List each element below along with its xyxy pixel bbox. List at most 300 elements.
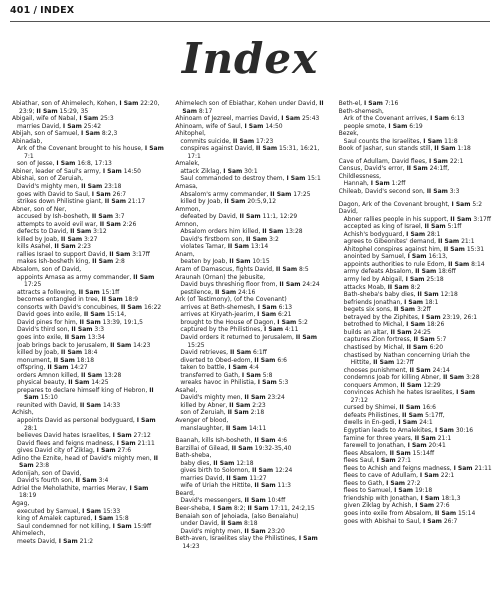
entry-text: gives David city of Ziklag, [17, 447, 97, 455]
book-ref: I Sam [257, 303, 277, 311]
index-subentry [175, 243, 328, 251]
entry-text: Abigail, wife of Nabal, [12, 115, 80, 123]
entry-text: flees to cave of Adullam, [343, 472, 420, 480]
book-ref: II Sam [450, 215, 472, 223]
verse-ref: 23:18 [102, 183, 122, 191]
index-subentry [175, 311, 328, 319]
entry-text: Chileab, David's second son, [338, 188, 427, 196]
entry-text: Amnon, [175, 220, 199, 228]
index-entry [175, 274, 328, 282]
verse-ref: 3:3 [447, 188, 460, 196]
book-ref: II Sam [279, 281, 301, 289]
verse-ref: 18:6ff [436, 268, 456, 276]
index-subentry [175, 326, 328, 334]
index-entry [175, 100, 328, 115]
index-subentry [339, 382, 492, 390]
book-ref: II Sam [232, 137, 255, 145]
entry-text: defeats Philistines, [343, 411, 403, 419]
verse-ref: 14:23 [131, 341, 151, 349]
entry-text: Barzillai of Gilead, [175, 444, 232, 452]
index-subentry [175, 528, 328, 536]
verse-ref: 26:7 [110, 190, 127, 198]
index-subentry [339, 261, 492, 269]
book-ref: II Sam [213, 459, 235, 467]
book-ref: I Sam [434, 426, 454, 434]
book-ref: II Sam [104, 198, 126, 206]
index-entry [175, 251, 328, 259]
index-subentry [339, 502, 492, 510]
index-entry [175, 445, 328, 453]
index-entry [175, 221, 328, 229]
entry-text: army defeats Absalom, [343, 268, 416, 276]
index-entry [175, 130, 328, 138]
book-ref: I Sam [407, 253, 427, 261]
verse-ref: 28:1 [425, 230, 441, 238]
index-subentry [175, 258, 328, 266]
book-ref: II Sam [373, 359, 395, 367]
verse-ref: 26:7 [441, 517, 458, 525]
book-ref: I Sam [257, 379, 277, 387]
book-ref: II Sam [400, 381, 422, 389]
entry-text: befriends Jonathan, [343, 298, 405, 306]
index-entry [339, 158, 492, 166]
index-subentry [175, 357, 328, 365]
entry-text: Ahinoam of Jezreel, marries David, [175, 115, 282, 123]
index-subentry [175, 191, 328, 199]
entry-text: David's third son, [17, 326, 72, 334]
verse-ref: 11:3 [275, 482, 291, 490]
index-subentry [175, 138, 328, 146]
book-ref: II Sam [53, 356, 75, 364]
entry-text: violates Tamar, [180, 243, 228, 251]
entry-text: conspires against David, [180, 145, 256, 153]
entry-text: wife of Uriah the Hittite, [180, 482, 255, 490]
entry-text: attacks Moab, [343, 283, 388, 291]
verse-ref: 6:20 [427, 343, 444, 351]
entry-text: David's mighty men, [17, 183, 82, 191]
verse-ref: 6:13 [449, 115, 465, 123]
book-ref: I Sam [96, 447, 116, 455]
entry-text: conquers Ammon, [343, 381, 401, 389]
verse-ref: 2:18 [248, 409, 265, 417]
index-subentry [12, 304, 165, 312]
entry-text: Achish's bodyguard, [343, 230, 407, 238]
verse-ref: 21:1 [435, 434, 452, 442]
index-subentry [12, 508, 165, 516]
index-subentry [12, 342, 165, 350]
verse-ref: 3:17ff [471, 215, 491, 223]
book-ref: I Sam [119, 100, 139, 107]
entry-text: Benaiah son of Jehoiada, (also Benaiahu) [175, 512, 299, 520]
verse-ref: 15:1ff [99, 288, 120, 296]
entry-text: Ark of the Covenant brought to his house, [17, 145, 145, 153]
book-ref: II Sam [244, 527, 266, 535]
verse-ref: 30:1 [242, 167, 258, 175]
entry-text: Ark (of Testimony), (of the Covenant) [175, 296, 287, 304]
book-ref: I Sam [386, 479, 406, 487]
book-ref: II Sam [247, 504, 269, 512]
index-subentry [12, 515, 165, 523]
entry-text: accepted as king of Israel, [343, 223, 425, 231]
book-ref: I Sam [264, 326, 283, 334]
index-subentry [175, 520, 328, 528]
verse-ref: 18:26 [425, 321, 445, 329]
verse-ref: 17:23 [254, 137, 274, 145]
entry-text: believes David hates Israelites, [17, 432, 113, 440]
index-subentry [12, 379, 165, 387]
entry-text: brought to the House of Dagon, [180, 318, 278, 326]
index-subentry [12, 477, 165, 485]
verse-ref: 4:4 [247, 364, 259, 372]
entry-text: Adriel the Meholathite, marries Merav, [12, 484, 130, 492]
book-ref: II Sam [389, 449, 411, 457]
book-ref: II Sam [226, 474, 248, 482]
index-subentry [339, 389, 492, 404]
verse-ref: 15:10 [38, 394, 58, 402]
index-subentry [12, 145, 165, 160]
index-subentry [175, 425, 328, 433]
book-ref: II Sam [99, 220, 121, 228]
index-subentry [12, 447, 165, 455]
book-ref: I Sam [398, 419, 418, 427]
index-subentry [339, 314, 492, 322]
verse-ref: 3:4 [96, 477, 109, 485]
book-ref: II Sam [229, 258, 251, 266]
book-ref: II Sam [390, 328, 412, 336]
verse-ref: 24:25 [411, 328, 431, 336]
verse-ref: 18:18 [74, 356, 95, 364]
verse-ref: 5:8 [260, 371, 273, 379]
verse-ref: 3:27 [82, 235, 98, 243]
entry-text: flees to Gath, [343, 479, 387, 487]
entry-text: Abishai, son of Zeruiah, [12, 175, 83, 183]
index-subentry [339, 306, 492, 314]
verse-ref: 15:14 [456, 509, 476, 517]
entry-text: accused by Ish-bosheth, [17, 213, 92, 221]
entry-text: agrees to Gibeonites' demand, [343, 238, 438, 246]
verse-ref: 3:7 [113, 213, 125, 221]
index-subentry [12, 432, 165, 440]
index-subentry [12, 296, 165, 304]
book-ref: I Sam [376, 457, 396, 465]
entry-text: Abner rallies people in his support, [343, 215, 451, 223]
entry-text: dwells in En-gedi, [343, 419, 399, 427]
book-ref: I Sam [420, 494, 440, 502]
index-entry [12, 168, 165, 176]
index-subentry [339, 419, 492, 427]
verse-ref: 24:14 [430, 366, 450, 374]
index-subentry [339, 253, 492, 261]
entry-text: Adonijah, son of David, [12, 469, 82, 477]
entry-text: Ammon, [175, 205, 201, 213]
verse-ref: 20:41 [426, 442, 446, 450]
entry-text: cursed by Shimei, [343, 404, 400, 412]
index-subentry [12, 349, 165, 357]
entry-text: famine for three years, [343, 434, 415, 442]
index-entry [175, 513, 328, 521]
index-entry [12, 175, 165, 183]
verse-ref: 3:2 [267, 235, 279, 243]
verse-ref: 27:1 [395, 457, 411, 465]
index-subentry [339, 495, 492, 503]
verse-ref: 24:16 [236, 288, 256, 296]
index-subentry [12, 160, 165, 168]
index-entry [339, 201, 492, 209]
index-subentry [339, 518, 492, 526]
index-entry [12, 130, 165, 138]
entry-text: attracts a following, [17, 288, 79, 296]
entry-text: convinces Achish he hates Israelites, [343, 389, 457, 397]
entry-text: Ahinoam, wife of Saul, [175, 122, 245, 130]
page-number: 401 [10, 5, 31, 16]
verse-ref: 12:18 [438, 291, 458, 299]
book-ref: I Sam [423, 137, 443, 145]
book-ref: I Sam [277, 318, 297, 326]
verse-ref: 6:21 [276, 311, 292, 319]
index-columns [12, 100, 492, 586]
index-subentry [12, 402, 165, 410]
verse-ref: 23:20 [265, 527, 285, 535]
index-column-3 [339, 100, 492, 586]
verse-ref: 4:11 [283, 326, 299, 334]
verse-ref: 27:12 [350, 396, 368, 404]
entry-text: Dagon, Ark of the Covenant brought, [338, 200, 452, 208]
index-column-1 [12, 100, 165, 586]
index-subentry [12, 289, 165, 297]
entry-text: marries David, [17, 122, 63, 130]
entry-text: Childlessness, [338, 172, 382, 180]
entry-text: farewell to Jonathan, [343, 442, 408, 450]
book-ref: II Sam [79, 401, 102, 409]
entry-text: becomes entangled in tree, [17, 296, 102, 304]
entry-text: transferred to Gath, [180, 371, 242, 379]
verse-ref: 12:7ff [394, 359, 414, 367]
entry-text: taken to battle, [180, 364, 229, 372]
index-entry [175, 437, 328, 445]
verse-ref: 15:14, [105, 311, 127, 319]
verse-ref: 3:12 [91, 228, 107, 236]
verse-ref: 5:1ff [445, 223, 462, 231]
book-ref: II Sam [79, 318, 101, 326]
verse-ref: 18:9 [122, 296, 139, 304]
verse-ref: 14:50 [121, 167, 141, 175]
entry-text: Beth-aven, Israelites slay the Philistines, [175, 535, 299, 543]
book-ref: II Sam [214, 288, 237, 296]
entry-text: Cave of Adullam, David flees, [338, 157, 429, 165]
entry-text: appoints authorities to rule Edom, [343, 260, 449, 268]
book-ref: I Sam [82, 507, 102, 515]
entry-text: reunited with David, [17, 401, 80, 409]
book-ref: II Sam [229, 401, 251, 409]
index-entry [339, 108, 492, 116]
entry-text: executed by Samuel, [17, 507, 83, 515]
entry-text: David's fourth son, [17, 477, 76, 485]
index-entry [339, 208, 492, 216]
book-ref: I Sam [58, 537, 78, 545]
entry-text: Saul commanded to destroy them, [180, 175, 287, 183]
index-subentry [175, 349, 328, 357]
book-ref: II Sam [225, 424, 248, 432]
entry-text: Abinadab, [12, 137, 43, 145]
index-subentry [339, 427, 492, 435]
book-ref: I Sam [144, 145, 164, 153]
book-ref: II Sam [244, 394, 266, 402]
book-ref: I Sam [244, 122, 264, 130]
book-ref: II Sam [270, 190, 292, 198]
entry-text: appoints David as personal bodyguard, [17, 416, 137, 424]
book-ref: I Sam [405, 276, 425, 284]
index-subentry [12, 251, 165, 259]
entry-text: David pines for him, [17, 318, 80, 326]
book-ref: II Sam [415, 268, 437, 276]
index-subentry [175, 198, 328, 206]
entry-text: Anam, [175, 250, 195, 258]
index-entry [175, 183, 328, 191]
entry-text: commits suicide, [180, 137, 233, 145]
book-ref: I Sam [363, 100, 383, 107]
entry-text: betrothed to Michal, [343, 321, 407, 329]
entry-text: flees to Samuel, [343, 487, 395, 495]
index-subentry [12, 372, 165, 380]
verse-ref: 5:17ff, [423, 411, 445, 419]
verse-ref: 12:29 [421, 381, 441, 389]
index-subentry [175, 168, 328, 176]
entry-text: Abiner, leader of Saul's army, [12, 167, 103, 175]
entry-text: makes Ish-bosheth king, [17, 258, 93, 266]
book-ref: I Sam [430, 115, 450, 123]
entry-text: diverted to Obed-edom, [180, 356, 255, 364]
book-ref: I Sam [394, 487, 414, 495]
index-entry [12, 485, 165, 500]
entry-text: captured by the Philistines, [180, 326, 265, 334]
verse-ref: 15:14ff [410, 449, 435, 457]
entry-text: Amasa, [175, 183, 198, 191]
entry-text: flees Absalom, [343, 449, 390, 457]
book-ref: I Sam [453, 464, 473, 472]
index-subentry [339, 115, 492, 123]
book-ref: I Sam [298, 535, 318, 543]
verse-ref: 21:17 [125, 198, 146, 206]
verse-ref: 24:24 [300, 281, 320, 289]
index-entry [12, 500, 165, 508]
book-ref: I Sam [407, 442, 427, 450]
book-ref: I Sam [136, 416, 156, 424]
entry-text: David flees and feigns madness, [17, 439, 117, 447]
entry-text: Abiathar, son of Ahimelech, Kohen, [12, 100, 120, 107]
index-subentry [339, 238, 492, 246]
verse-ref: 11:8 [442, 137, 458, 145]
book-ref: I Sam [404, 298, 424, 306]
entry-text: David's firstborn son, [180, 235, 247, 243]
verse-ref: 24:1 [417, 419, 433, 427]
index-entry [339, 188, 492, 196]
index-subentry [339, 268, 492, 276]
entry-text: begets six sons, [343, 306, 394, 314]
index-subentry [175, 402, 328, 410]
book-ref: II Sam [239, 213, 261, 221]
page-title: Index [181, 34, 319, 83]
book-ref: I Sam [213, 504, 232, 512]
index-subentry [175, 497, 328, 505]
verse-ref: 13:34 [85, 333, 105, 341]
index-subentry [175, 372, 328, 380]
book-ref: II Sam [262, 228, 284, 236]
verse-ref: 13:28 [102, 371, 122, 379]
entry-text: killed by Joab, [180, 198, 225, 206]
index-entry [12, 530, 165, 538]
verse-ref: 14:25 [89, 379, 109, 387]
index-entry [12, 206, 165, 214]
entry-text: flees Saul, [343, 457, 377, 465]
book-ref: I Sam [102, 167, 122, 175]
index-entry [175, 296, 328, 304]
verse-ref: 14:33 [101, 401, 121, 409]
verse-ref: 15:25 [187, 341, 205, 349]
verse-ref: 22:20, 23:9; [19, 100, 160, 115]
book-ref: II Sam [80, 371, 103, 379]
index-subentry [339, 472, 492, 480]
verse-ref: 6:1ff [251, 349, 267, 357]
verse-ref: 8:18 [242, 520, 258, 528]
index-subentry [12, 243, 165, 251]
entry-text: Joab brings back to Jerusalem, [17, 341, 111, 349]
index-entry [175, 266, 328, 274]
entry-text: army led by Abigail, [343, 276, 406, 284]
book-ref: I Sam [112, 522, 132, 530]
entry-text: offspring, [17, 364, 48, 372]
entry-text: Absalom, son of David, [12, 266, 82, 274]
index-subentry [175, 281, 328, 289]
verse-ref: 12:24 [273, 467, 293, 475]
index-subentry [175, 409, 328, 417]
index-entry [12, 470, 165, 478]
index-subentry [339, 352, 492, 367]
index-entry [339, 173, 492, 181]
entry-text: chooses punishment, [343, 366, 410, 374]
book-ref: I Sam [62, 122, 82, 130]
verse-ref: 17:25 [291, 190, 311, 198]
entry-text: David goes into exile, [17, 311, 84, 319]
index-entry [175, 123, 328, 131]
index-subentry [339, 487, 492, 495]
index-subentry [175, 467, 328, 475]
entry-text: Abijah, son of Samuel, [12, 130, 82, 138]
index-subentry [12, 191, 165, 199]
entry-text: David's messengers, [180, 497, 245, 505]
entry-text: condemns Joab for killing Abner, [343, 374, 443, 382]
index-subentry [12, 213, 165, 221]
index-entry [175, 452, 328, 460]
book-ref: II Sam [227, 409, 249, 417]
book-ref: II Sam [91, 213, 113, 221]
entry-text: pestilence, [180, 288, 215, 296]
index-subentry [339, 180, 492, 188]
entry-text: wreaks havoc in Philistia, [180, 379, 258, 387]
verse-ref: 14:27 [68, 364, 88, 372]
entry-text: Avenger of blood, [175, 416, 229, 424]
book-ref: II Sam [409, 366, 431, 374]
verse-ref: 3:17ff [130, 250, 150, 258]
index-subentry [339, 246, 492, 254]
index-subentry [12, 440, 165, 448]
verse-ref: 21:1 [459, 238, 475, 246]
verse-ref: 15:31 [464, 245, 485, 253]
entry-text: Agag, [12, 499, 30, 507]
entry-text: defects to David, [17, 228, 71, 236]
entry-text: chastised by Michal, [343, 343, 407, 351]
index-subentry [12, 538, 165, 546]
verse-ref: 25:43 [300, 115, 320, 123]
